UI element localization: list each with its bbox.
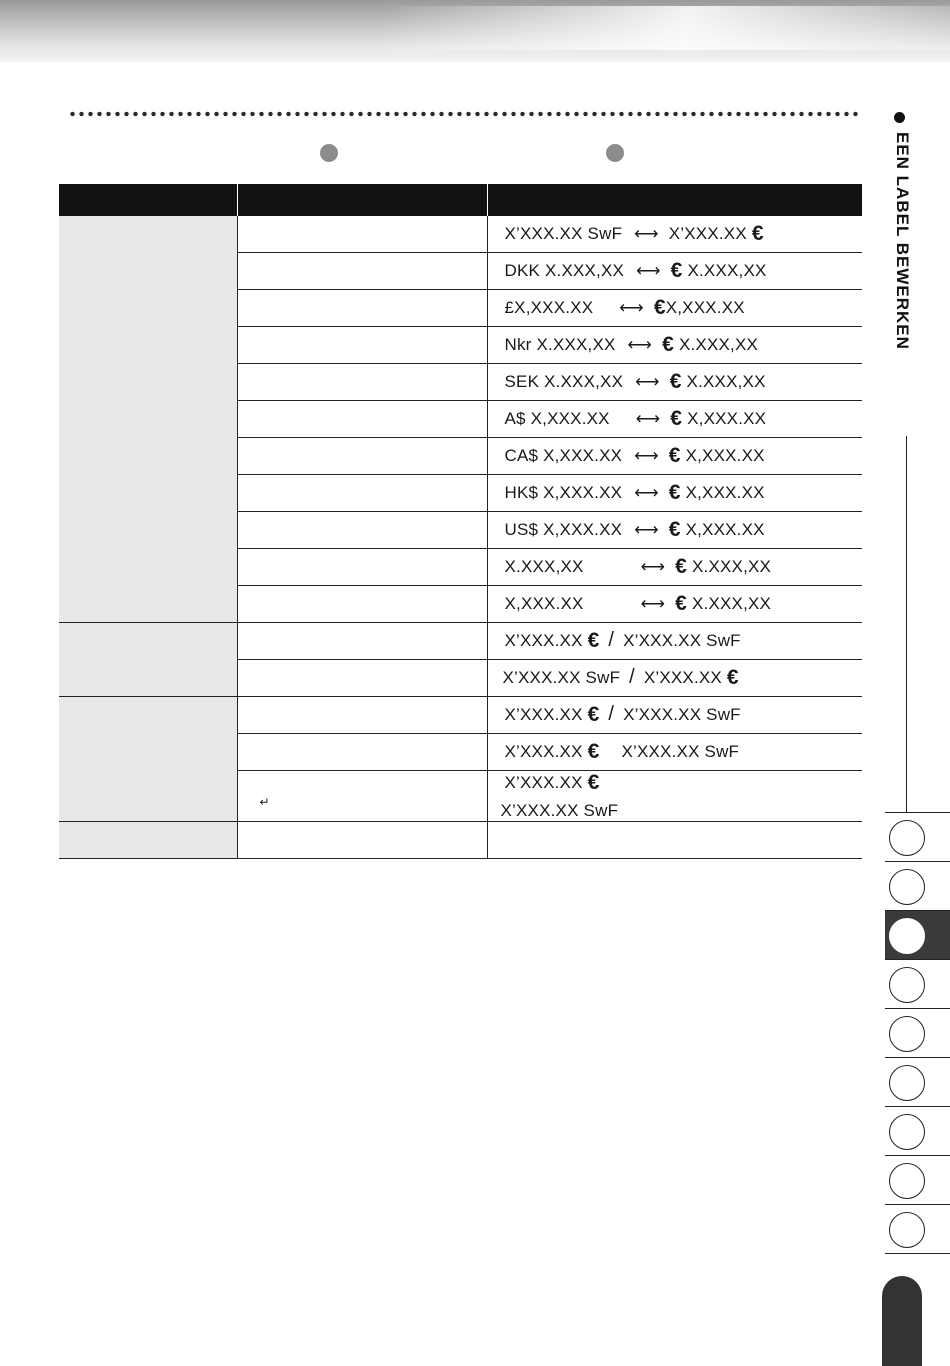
result-cell: US$ X,XXX.XX ⟷ € X,XXX.XX [487, 512, 862, 549]
setting-cell [237, 734, 487, 771]
euro-icon: € [670, 407, 683, 430]
setting-cell [237, 822, 487, 859]
chapter-circle-icon [889, 1114, 925, 1150]
setting-cell [237, 549, 487, 586]
page-number-tab [882, 1276, 922, 1366]
double-arrow-icon: ⟷ [635, 409, 661, 428]
result-cell: X’XXX.XX € X’XXX.XX SwF [487, 771, 862, 822]
euro-icon: € [668, 518, 681, 541]
section-bullet-icon [894, 112, 905, 123]
chapter-tab-2[interactable] [885, 861, 950, 910]
result-cell [487, 822, 862, 859]
setting-cell [237, 623, 487, 660]
chapter-tab-7[interactable] [885, 1106, 950, 1155]
setting-cell [237, 475, 487, 512]
chapter-tab-9[interactable] [885, 1204, 950, 1254]
euro-icon: € [587, 703, 600, 726]
euro-icon: € [587, 629, 600, 652]
double-arrow-icon: ⟷ [640, 594, 666, 613]
chapter-circle-icon [889, 918, 925, 954]
double-arrow-icon: ⟷ [640, 557, 666, 576]
chapter-circle-icon [889, 820, 925, 856]
result-cell: X’XXX.XX SwF / X’XXX.XX € [487, 660, 862, 697]
table-row [59, 822, 862, 859]
double-arrow-icon: ⟷ [634, 224, 659, 243]
double-arrow-icon: ⟷ [636, 261, 661, 280]
euro-icon: € [662, 333, 675, 356]
table-header-row [59, 184, 862, 216]
chapter-tab-3-active[interactable] [885, 910, 950, 959]
dotted-rule [68, 111, 860, 117]
result-cell: X,XXX.XX ⟷ € X.XXX,XX [487, 586, 862, 623]
header-shine [0, 6, 950, 50]
double-arrow-icon: ⟷ [635, 372, 660, 391]
chapter-circle-icon [889, 1016, 925, 1052]
result-cell: X’XXX.XX € / X’XXX.XX SwF [487, 697, 862, 734]
result-cell: Nkr X.XXX,XX ⟷ € X.XXX,XX [487, 327, 862, 364]
chapter-circle-icon [889, 869, 925, 905]
result-cell: X’XXX.XX SwF ⟷ X’XXX.XX € [487, 216, 862, 253]
header-cell-setting [237, 184, 487, 216]
settings-table [59, 184, 862, 859]
chapter-circle-icon [889, 967, 925, 1003]
result-cell: X’XXX.XX € X’XXX.XX SwF [487, 734, 862, 771]
euro-icon: € [675, 555, 688, 578]
side-divider-line [906, 436, 907, 812]
setting-cell [237, 586, 487, 623]
group-cell-conversion [59, 216, 237, 623]
result-cell: DKK X.XXX,XX ⟷ € X.XXX,XX [487, 253, 862, 290]
result-cell: £X,XXX.XX ⟷ €X,XXX.XX [487, 290, 862, 327]
result-cell: A$ X,XXX.XX ⟷ € X,XXX.XX [487, 401, 862, 438]
euro-icon: € [668, 481, 681, 504]
section-title-vertical: EEN LABEL BEWERKEN [893, 132, 912, 350]
result-cell: CA$ X,XXX.XX ⟷ € X,XXX.XX [487, 438, 862, 475]
chapter-tab-5[interactable] [885, 1008, 950, 1057]
euro-icon: € [675, 592, 688, 615]
double-arrow-icon: ⟷ [634, 446, 659, 465]
euro-icon: € [668, 444, 681, 467]
setting-cell [237, 290, 487, 327]
setting-cell [237, 364, 487, 401]
chapter-tab-6[interactable] [885, 1057, 950, 1106]
slash-separator: / [608, 703, 615, 725]
euro-icon: € [751, 222, 764, 245]
step-marker-2 [606, 144, 624, 162]
setting-cell [237, 253, 487, 290]
euro-icon: € [669, 370, 682, 393]
chapter-tab-8[interactable] [885, 1155, 950, 1204]
enter-icon: ↵ [259, 795, 270, 809]
double-arrow-icon: ⟷ [627, 335, 653, 354]
result-cell: X.XXX,XX ⟷ € X.XXX,XX [487, 549, 862, 586]
euro-icon: € [587, 740, 600, 763]
table-row [59, 697, 862, 734]
double-arrow-icon: ⟷ [634, 520, 659, 539]
header-cell-function [59, 184, 237, 216]
header-cell-result [487, 184, 862, 216]
group-cell-order [59, 623, 237, 697]
result-cell: SEK X.XXX,XX ⟷ € X.XXX,XX [487, 364, 862, 401]
slash-separator: / [608, 629, 615, 651]
group-cell-layout [59, 697, 237, 822]
euro-icon: € [726, 666, 739, 689]
group-cell-last [59, 822, 237, 859]
result-cell: X’XXX.XX € / X’XXX.XX SwF [487, 623, 862, 660]
setting-cell [237, 512, 487, 549]
setting-cell [237, 771, 487, 822]
setting-cell [237, 438, 487, 475]
slash-separator: / [629, 666, 635, 688]
table-row [59, 216, 862, 253]
chapter-tab-4[interactable] [885, 959, 950, 1008]
setting-cell [237, 697, 487, 734]
euro-icon: € [587, 771, 600, 794]
setting-cell [237, 216, 487, 253]
chapter-circle-icon [889, 1163, 925, 1199]
setting-cell [237, 327, 487, 364]
euro-icon: € [653, 296, 666, 319]
step-marker-1 [320, 144, 338, 162]
chapter-tab-1[interactable] [885, 812, 950, 861]
euro-icon: € [670, 259, 683, 282]
double-arrow-icon: ⟷ [619, 298, 644, 317]
setting-cell [237, 660, 487, 697]
chapter-circle-icon [889, 1212, 925, 1248]
setting-cell [237, 401, 487, 438]
chapter-circle-icon [889, 1065, 925, 1101]
result-cell: HK$ X,XXX.XX ⟷ € X,XXX.XX [487, 475, 862, 512]
double-arrow-icon: ⟷ [634, 483, 659, 502]
table-row [59, 623, 862, 660]
